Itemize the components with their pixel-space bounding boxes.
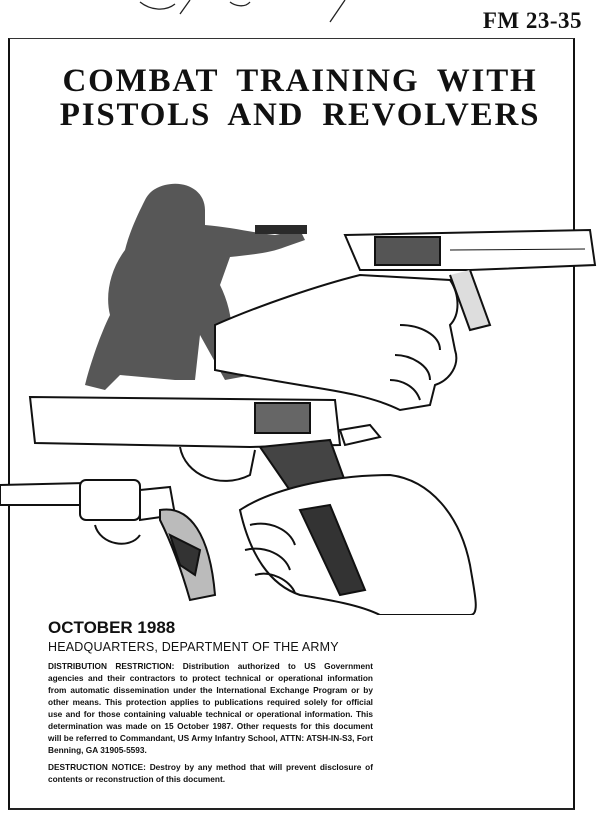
distribution-label: DISTRIBUTION RESTRICTION:	[48, 661, 175, 671]
destruction-text: Destroy by any method that will prevent disclosure of contents or reconstruction of this document.	[48, 762, 373, 784]
lower-gripping-hand	[240, 475, 476, 615]
handwritten-scribble	[120, 0, 360, 24]
cover-illustration	[0, 175, 600, 615]
upper-gripping-hand	[215, 275, 458, 410]
distribution-restriction	[48, 660, 373, 756]
publication-date: OCTOBER 1988	[48, 618, 176, 637]
revolver	[0, 480, 215, 600]
title-line-2: PISTOLS AND REVOLVERS	[59, 97, 541, 133]
fm-number: FM 23-35	[482, 8, 582, 33]
destruction-notice	[48, 761, 373, 785]
headquarters-line: HEADQUARTERS, DEPARTMENT OF THE ARMY	[48, 640, 339, 654]
destruction-label: DESTRUCTION NOTICE:	[48, 762, 146, 772]
page-title	[40, 64, 560, 132]
title-line-1: COMBAT TRAINING WITH	[62, 63, 538, 99]
distribution-text: Distribution authorized to US Government agencies and their contractors to protect technical or operational information from automatic dissemination under the International Exchange Program or by other means. This protection applies to publications required solely for official use and for those containing valuable technical or operational information. This determination was made on 15 October 1987. Other requests for this document will be referred to Commandant, US Army Infantry School, ATTN: ATSH-IN-S3, Fort Benning, GA 31905-5593.	[48, 661, 373, 755]
